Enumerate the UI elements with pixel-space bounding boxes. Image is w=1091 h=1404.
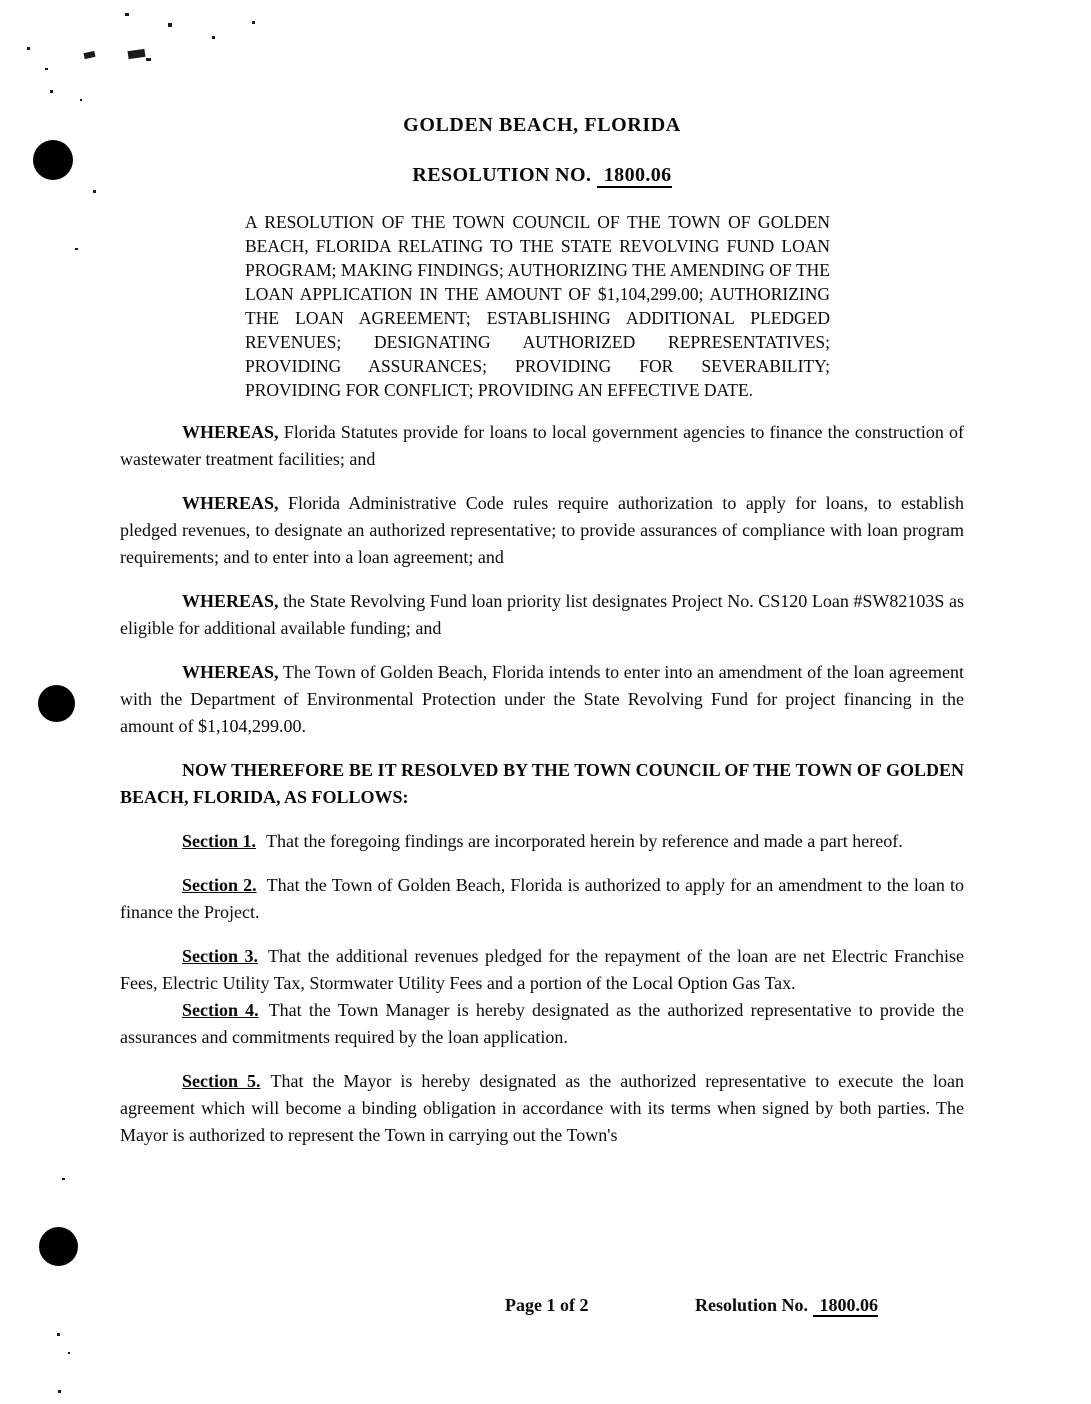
section-4	[120, 997, 964, 1051]
scan-speck	[57, 1333, 60, 1336]
scan-speck	[125, 13, 129, 16]
hole-punch-bottom	[39, 1227, 78, 1266]
whereas-lead: WHEREAS,	[182, 591, 279, 611]
section-2-heading: Section 2.	[182, 875, 257, 895]
whereas-lead: WHEREAS,	[182, 662, 279, 682]
whereas-clause-1	[120, 419, 964, 473]
footer-resolution-label: Resolution No.	[695, 1295, 809, 1315]
section-5-body: That the Mayor is hereby designated as the authorized representative to execute the loan agreement which will become a binding obligation in accordance with its terms when signed by both parties. The Mayor is authorized to represent the Town in carrying out the Town's	[120, 1071, 964, 1145]
section-4-body: That the Town Manager is hereby designated as the authorized representative to provide the assurances and commitments required by the loan application.	[120, 1000, 964, 1047]
section-4-heading: Section 4.	[182, 1000, 259, 1020]
whereas-clause-2	[120, 490, 964, 571]
document-location-title: GOLDEN BEACH, FLORIDA	[403, 114, 681, 136]
scan-speck	[27, 47, 30, 50]
scan-speck	[168, 23, 172, 27]
resolved-clause: NOW THEREFORE BE IT RESOLVED BY THE TOWN COUNCIL OF THE TOWN OF GOLDEN BEACH, FLORIDA, AS FOLLOWS:	[120, 760, 964, 807]
scan-speck	[50, 90, 53, 93]
scan-speck	[58, 1390, 61, 1393]
scan-speck	[68, 1352, 70, 1354]
section-3	[120, 943, 964, 997]
whereas-body: The Town of Golden Beach, Florida intends to enter into an amendment of the loan agreement with the Department of Environmental Protection under the State Revolving Fund for project financing in the amount of $1,104,299.00.	[120, 662, 964, 736]
section-2	[120, 872, 964, 926]
section-1	[120, 828, 964, 855]
footer-resolution	[695, 1295, 878, 1316]
scan-speck	[62, 1178, 65, 1180]
resolution-title-label: RESOLUTION NO.	[412, 164, 592, 186]
scan-speck	[146, 58, 151, 61]
section-5	[120, 1068, 964, 1149]
resolution-number: 1800.06	[597, 164, 672, 188]
section-5-heading: Section 5.	[182, 1071, 261, 1091]
section-3-heading: Section 3.	[182, 946, 259, 966]
scan-speck	[212, 36, 215, 39]
scan-speck	[93, 190, 96, 193]
whereas-clause-4	[120, 659, 964, 740]
whereas-lead: WHEREAS,	[182, 422, 279, 442]
whereas-lead: WHEREAS,	[182, 493, 279, 513]
scan-speck	[75, 248, 78, 250]
whereas-clause-3	[120, 588, 964, 642]
scan-speck	[252, 21, 255, 24]
document-body	[120, 112, 964, 1149]
section-1-heading: Section 1.	[182, 831, 256, 851]
page-number: Page 1 of 2	[505, 1295, 589, 1315]
resolution-title	[120, 162, 964, 188]
resolution-summary-block: A RESOLUTION OF THE TOWN COUNCIL OF THE TOWN OF GOLDEN BEACH, FLORIDA RELATING TO THE STATE REVOLVING FUND LOAN PROGRAM; MAKING FINDINGS; AUTHORIZING THE AMENDING OF THE LOAN APPLICATION IN THE AMOUNT OF $1,104,299.00; AUTHORIZING THE LOAN AGREEMENT; ESTABLISHING ADDITIONAL PLEDGED REVENUES; DESIGNATING AUTHORIZED REPRESENTATIVES; PROVIDING ASSURANCES; PROVIDING FOR SEVERABILITY; PROVIDING FOR CONFLICT; PROVIDING AN EFFECTIVE DATE.	[245, 212, 830, 400]
hole-punch-middle	[38, 685, 75, 722]
hole-punch-top	[33, 140, 73, 180]
whereas-body: Florida Statutes provide for loans to local government agencies to finance the construction of wastewater treatment facilities; and	[120, 422, 965, 469]
section-2-body: That the Town of Golden Beach, Florida is authorized to apply for an amendment to the loan to finance the Project.	[120, 875, 965, 922]
whereas-body: the State Revolving Fund loan priority list designates Project No. CS120 Loan #SW82103S as eligible for additional available funding; and	[120, 591, 965, 638]
footer-resolution-number: 1800.06	[813, 1295, 879, 1317]
scan-speck	[80, 99, 82, 101]
whereas-body: Florida Administrative Code rules require authorization to apply for loans, to establish pledged revenues, to designate an authorized representative; to provide assurances of compliance with loan program requirements; and to enter into a loan agreement; and	[120, 493, 965, 567]
section-3-body: That the additional revenues pledged for the repayment of the loan are net Electric Franchise Fees, Electric Utility Tax, Stormwater Utility Fees and a portion of the Local Option Gas Tax.	[120, 946, 964, 993]
scan-speck	[83, 51, 95, 59]
section-1-body: That the foregoing findings are incorporated herein by reference and made a part hereof.	[266, 831, 903, 851]
scan-speck	[45, 68, 48, 70]
scan-speck	[128, 49, 146, 59]
